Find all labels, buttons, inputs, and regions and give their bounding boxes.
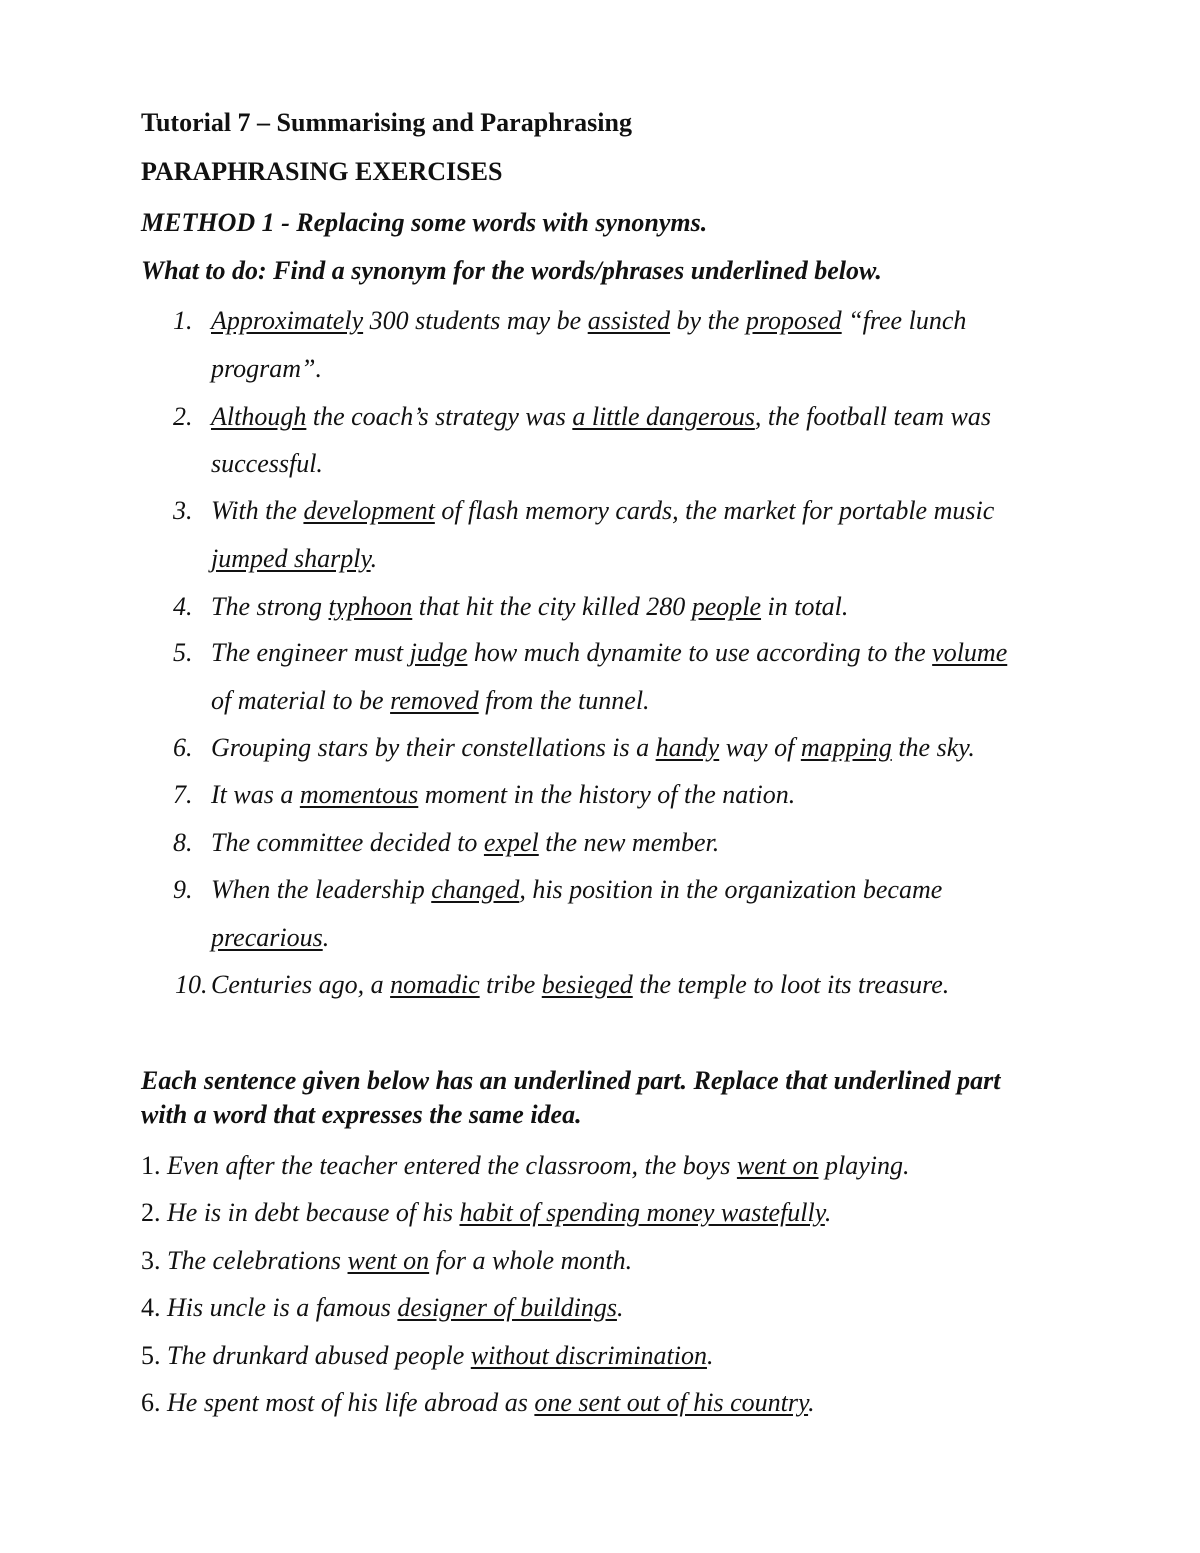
item-number: 5. <box>173 638 193 667</box>
sentence-text: the sky. <box>891 733 975 762</box>
page-title: Tutorial 7 – Summarising and Paraphrasing <box>141 108 632 137</box>
underlined-phrase: expel <box>483 828 539 857</box>
item-text-line1 <box>211 494 994 528</box>
sentence-text: way of <box>719 733 801 762</box>
sentence-text: in total. <box>761 592 849 621</box>
sentence-text: . <box>808 1388 815 1417</box>
underlined-phrase: jumped sharply <box>211 544 371 573</box>
underlined-phrase: changed <box>431 875 520 904</box>
list-item <box>141 1339 713 1373</box>
sentence-text: With the <box>211 496 304 525</box>
underlined-phrase: proposed <box>745 306 842 335</box>
item-number: 1. <box>141 1151 167 1180</box>
item-number: 6. <box>141 1388 167 1417</box>
list-item <box>141 1386 815 1420</box>
sentence-text: . <box>322 923 330 952</box>
section2-instruction-line1: Each sentence given below has an underlined part. Replace that underlined part <box>141 1066 1001 1095</box>
sentence-text: successful. <box>211 449 323 478</box>
list-item <box>141 1291 623 1325</box>
sentence-text: . <box>706 1341 714 1370</box>
item-text-line1 <box>211 968 949 1002</box>
item-text-line2 <box>211 684 650 718</box>
sentence-text: His uncle is a famous <box>167 1293 398 1322</box>
sentence-text: It was a <box>211 780 300 809</box>
underlined-phrase: Although <box>211 402 307 431</box>
sentence-text: Even after the teacher entered the classroom, the boys <box>167 1151 737 1180</box>
item-number: 4. <box>173 592 193 621</box>
sentence-text: from the tunnel. <box>478 686 650 715</box>
item-text-line1 <box>211 873 942 907</box>
sentence-text: the temple to loot its treasure. <box>632 970 950 999</box>
sentence-text: of material to be <box>211 686 391 715</box>
item-number: 8. <box>173 828 193 857</box>
sentence-text: Centuries ago, a <box>211 970 391 999</box>
sentence-text: the new member. <box>538 828 720 857</box>
item-text-line1 <box>211 636 1007 670</box>
item-text-line1 <box>211 590 848 624</box>
sentence-text: 300 students may be <box>363 306 588 335</box>
sentence-text: the coach’s strategy was <box>306 402 573 431</box>
item-text-line1 <box>211 304 966 338</box>
item-number: 10. <box>175 970 208 999</box>
item-text-line2 <box>211 352 322 386</box>
item-text-line2 <box>211 447 323 481</box>
sentence-text: that hit the city killed 280 <box>412 592 692 621</box>
sentence-text: When the leadership <box>211 875 432 904</box>
sentence-text: . <box>616 1293 624 1322</box>
item-number: 5. <box>141 1341 167 1370</box>
underlined-phrase: handy <box>655 733 720 762</box>
sentence-text: of flash memory cards, the market for portable music <box>434 496 995 525</box>
list-item <box>141 1244 632 1278</box>
sentence-text: playing. <box>818 1151 910 1180</box>
underlined-phrase: removed <box>390 686 479 715</box>
instructions: What to do: Find a synonym for the words/phrases underlined below. <box>141 256 882 285</box>
underlined-phrase: designer of buildings <box>397 1293 617 1322</box>
item-text-line1 <box>211 400 991 434</box>
sentence-text: He spent most of his life abroad as <box>167 1388 535 1417</box>
item-number: 1. <box>173 306 193 335</box>
sentence-text: “free lunch <box>841 306 967 335</box>
sentence-text: The strong <box>211 592 329 621</box>
sentence-text: Grouping stars by their constellations is a <box>211 733 656 762</box>
sentence-text: for a whole month. <box>429 1246 633 1275</box>
underlined-phrase: a little dangerous <box>572 402 755 431</box>
underlined-phrase: mapping <box>800 733 892 762</box>
underlined-phrase: besieged <box>541 970 633 999</box>
item-number: 3. <box>141 1246 167 1275</box>
sentence-text: . <box>370 544 378 573</box>
underlined-phrase: one sent out of his country <box>534 1388 809 1417</box>
underlined-phrase: Approximately <box>211 306 364 335</box>
item-text-line1 <box>211 778 795 812</box>
sentence-text: how much dynamite to use according to the <box>467 638 933 667</box>
sentence-text: . <box>824 1198 832 1227</box>
underlined-phrase: went on <box>736 1151 819 1180</box>
sentence-text: , his position in the organization became <box>519 875 943 904</box>
underlined-phrase: habit of spending money wastefully <box>459 1198 825 1227</box>
sentence-text: moment in the history of the nation. <box>418 780 796 809</box>
list-item <box>141 1149 910 1183</box>
item-text-line2 <box>211 921 329 955</box>
underlined-phrase: went on <box>347 1246 430 1275</box>
method-heading: METHOD 1 - Replacing some words with synonyms. <box>141 208 708 237</box>
item-number: 4. <box>141 1293 167 1322</box>
list-item <box>141 1196 831 1230</box>
underlined-phrase: judge <box>409 638 468 667</box>
sentence-text: The drunkard abused people <box>167 1341 471 1370</box>
item-number: 9. <box>173 875 193 904</box>
underlined-phrase: assisted <box>587 306 671 335</box>
sentence-text: by the <box>670 306 746 335</box>
sentence-text: He is in debt because of his <box>167 1198 460 1227</box>
section-heading: PARAPHRASING EXERCISES <box>141 157 503 186</box>
item-text-line2 <box>211 542 377 576</box>
underlined-phrase: typhoon <box>328 592 413 621</box>
sentence-text: The engineer must <box>211 638 410 667</box>
item-number: 6. <box>173 733 193 762</box>
item-number: 3. <box>173 496 193 525</box>
underlined-phrase: development <box>303 496 435 525</box>
sentence-text: tribe <box>479 970 542 999</box>
section2-instruction-line2: with a word that expresses the same idea. <box>141 1100 582 1129</box>
underlined-phrase: momentous <box>299 780 419 809</box>
underlined-phrase: nomadic <box>390 970 480 999</box>
item-number: 2. <box>173 402 193 431</box>
underlined-phrase: volume <box>932 638 1008 667</box>
underlined-phrase: precarious <box>211 923 323 952</box>
sentence-text: The committee decided to <box>211 828 484 857</box>
sentence-text: The celebrations <box>167 1246 348 1275</box>
underlined-phrase: without discrimination <box>470 1341 707 1370</box>
item-text-line1 <box>211 826 719 860</box>
sentence-text: , the football team was <box>754 402 991 431</box>
underlined-phrase: people <box>691 592 762 621</box>
item-number: 7. <box>173 780 193 809</box>
sentence-text: program”. <box>211 354 323 383</box>
item-number: 2. <box>141 1198 167 1227</box>
item-text-line1 <box>211 731 975 765</box>
